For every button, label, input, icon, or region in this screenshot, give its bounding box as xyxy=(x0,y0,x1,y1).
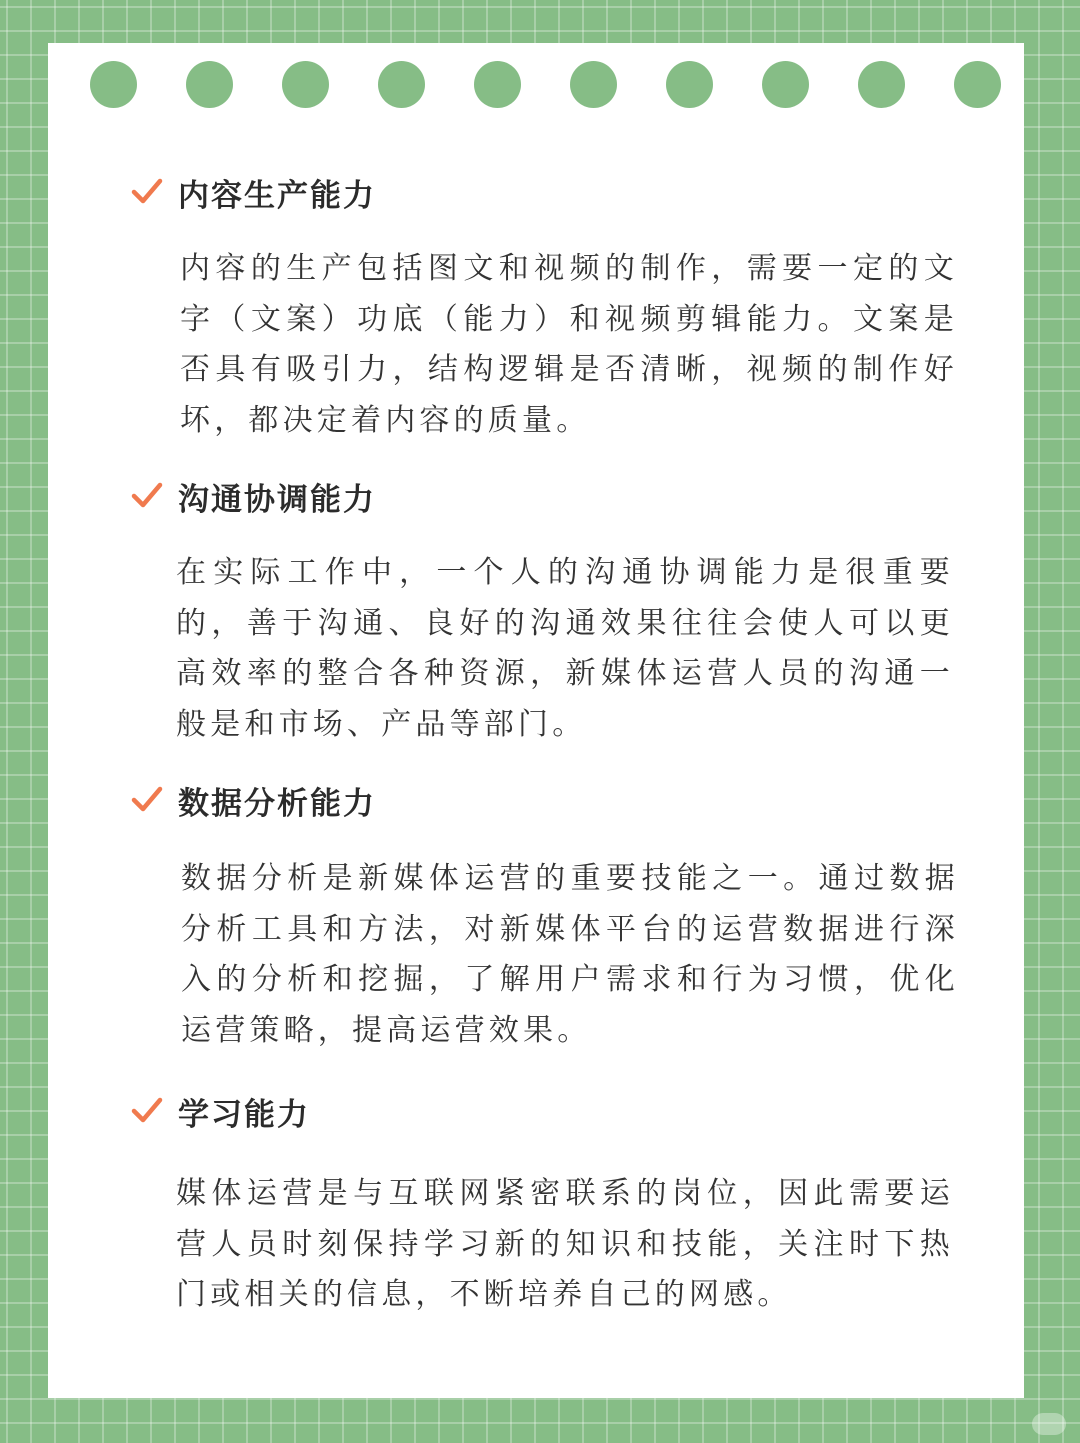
section-body: 媒体运营是与互联网紧密联系的岗位，因此需要运营人员时刻保持学习新的知识和技能，关注时下热门或相关的信息，不断培养自己的网感。 xyxy=(176,1176,954,1312)
binder-hole xyxy=(186,61,233,108)
binder-hole xyxy=(282,61,329,108)
section-heading-data-analysis xyxy=(130,776,376,824)
section-body: 在实际工作中，一个人的沟通协调能力是很重要的，善于沟通、良好的沟通效果往往会使人可以更高效率的整合各种资源，新媒体运营人员的沟通一般是和市场、产品等部门。 xyxy=(176,555,954,742)
section-heading-learning xyxy=(130,1087,310,1135)
section-title: 内容生产能力 xyxy=(178,177,376,214)
section-title: 学习能力 xyxy=(178,1096,310,1133)
watermark-logo xyxy=(1032,1413,1066,1435)
section-heading-content-production xyxy=(130,168,376,216)
binder-hole xyxy=(474,61,521,108)
check-icon xyxy=(130,479,164,513)
binder-hole xyxy=(570,61,617,108)
section-body: 数据分析是新媒体运营的重要技能之一。通过数据分析工具和方法，对新媒体平台的运营数据进行深入的分析和挖掘，了解用户需求和行为习惯，优化运营策略，提高运营效果。 xyxy=(181,861,959,1048)
binder-hole xyxy=(858,61,905,108)
binder-holes xyxy=(90,61,1002,109)
check-icon xyxy=(130,175,164,209)
section-title: 数据分析能力 xyxy=(178,785,376,822)
section-heading-communication xyxy=(130,472,376,520)
binder-hole xyxy=(378,61,425,108)
check-icon xyxy=(130,1094,164,1128)
section-body: 内容的生产包括图文和视频的制作，需要一定的文字（文案）功底（能力）和视频剪辑能力。文案是否具有吸引力，结构逻辑是否清晰，视频的制作好坏，都决定着内容的质量。 xyxy=(180,251,958,438)
section-title: 沟通协调能力 xyxy=(178,481,376,518)
binder-hole xyxy=(90,61,137,108)
binder-hole xyxy=(954,61,1001,108)
check-icon xyxy=(130,783,164,817)
binder-hole xyxy=(762,61,809,108)
binder-hole xyxy=(666,61,713,108)
